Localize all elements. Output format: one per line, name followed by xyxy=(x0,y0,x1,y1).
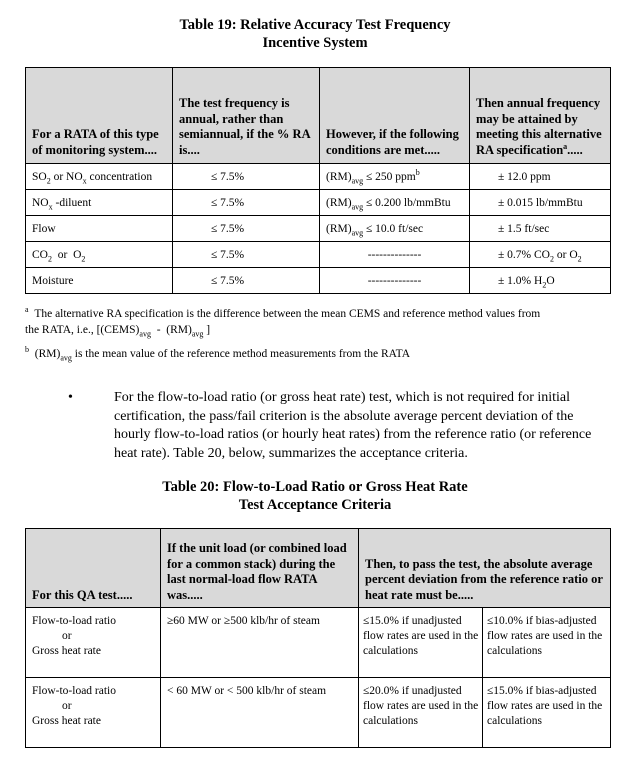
body-paragraph: For the flow-to-load ratio (or gross heat rate) test, which is not required for initial certification, the pass/fail criterion is the absolute average percent deviation of the hourly flow-to-load ratios (or hourly heat rates) from the reference ratio (or reference heat rate). Table 20, below, summarizes the acceptance criteria. xyxy=(114,390,592,461)
table20 xyxy=(25,528,611,748)
monitoring-type-cell: Moisture xyxy=(26,268,173,294)
table-row xyxy=(26,190,611,216)
table20-title xyxy=(0,478,630,514)
table19-header-alt-spec-text: Then annual frequency may be attained by meeting this alternative RA specification xyxy=(476,96,602,157)
unadjusted-criterion-cell: ≤15.0% if unadjusted flow rates are used in the calculations xyxy=(359,608,483,678)
condition-cell: -------------- xyxy=(320,242,470,268)
monitoring-type-cell: Flow xyxy=(26,216,173,242)
ra-threshold-cell: ≤ 7.5% xyxy=(173,216,320,242)
footnote-b: $^b$ $(RM)_{avg}$ is the mean value of the reference method measurements from the RATA xyxy=(25,345,411,363)
table19-header-row xyxy=(26,68,611,164)
monitoring-type-cell: $SO_2$ or $NO_x$ concentration xyxy=(26,164,173,190)
alt-spec-cell: ± 0.7% $CO_2$ or $O_2$ xyxy=(470,242,611,268)
qa-test-cell: Flow-to-load ratio or Gross heat rate xyxy=(26,608,161,678)
alt-spec-cell: ± 12.0 ppm xyxy=(470,164,611,190)
table19-header-conditions: However, if the following conditions are met..... xyxy=(320,68,470,164)
unit-load-cell: ≥60 MW or ≥500 klb/hr of steam xyxy=(161,608,359,678)
table20-title-line2: Test Acceptance Criteria xyxy=(238,497,392,513)
bias-adjusted-criterion-cell: ≤10.0% if bias-adjusted flow rates are used in the calculations xyxy=(483,608,611,678)
table20-title-line1: Table 20: Flow-to-Load Ratio or Gross Heat Rate xyxy=(162,479,468,495)
table20-header-deviation: Then, to pass the test, the absolute average percent deviation from the reference ratio or heat rate must be..... xyxy=(359,529,611,608)
table20-header-qa-test: For this QA test..... xyxy=(26,529,161,608)
unit-load-cell: < 60 MW or < 500 klb/hr of steam xyxy=(161,678,359,748)
footnote-a-ref: a xyxy=(563,141,568,151)
condition-cell: $(RM)_{avg} \le 0.200$ lb/mmBtu xyxy=(320,190,470,216)
table-row xyxy=(26,268,611,294)
table19-title xyxy=(0,16,630,52)
footnote-a xyxy=(25,306,610,338)
footnote-b-mark: b xyxy=(25,345,29,355)
table19 xyxy=(25,67,611,294)
bias-adjusted-criterion-cell: ≤15.0% if bias-adjusted flow rates are used in the calculations xyxy=(483,678,611,748)
table19-title-line2: Incentive System xyxy=(262,35,368,51)
condition-cell: $(RM)_{avg} \le 250$ ppm$^b$ xyxy=(320,164,470,190)
ra-threshold-cell: ≤ 7.5% xyxy=(173,164,320,190)
condition-cell: $(RM)_{avg} \le 10.0$ ft/sec xyxy=(320,216,470,242)
footnote-a-line1: The alternative RA specification is the difference between the mean CEMS and reference method values from xyxy=(34,308,541,320)
bullet-marker: • xyxy=(68,390,73,405)
table20-header-unit-load: If the unit load (or combined load for a common stack) during the last normal-load flow RATA was..... xyxy=(161,529,359,608)
monitoring-type-cell: $CO_2$ or $O_2$ xyxy=(26,242,173,268)
footnote-a-line2: the RATA, i.e., [$(CEMS)_{avg} - (RM)_{avg}$ ] xyxy=(25,324,211,339)
alt-spec-cell: ± 1.5 ft/sec xyxy=(470,216,611,242)
ra-threshold-cell: ≤ 7.5% xyxy=(173,242,320,268)
table-row xyxy=(26,216,611,242)
table20-header-row xyxy=(26,529,611,608)
footnote-a-mark: a xyxy=(25,305,29,315)
table-row xyxy=(26,608,611,678)
table19-header-monitoring-type: For a RATA of this type of monitoring system.... xyxy=(26,68,173,164)
table-row xyxy=(26,164,611,190)
table19-header-ra-threshold: The test frequency is annual, rather than semiannual, if the % RA is.... xyxy=(173,68,320,164)
monitoring-type-cell: $NO_x$ -diluent xyxy=(26,190,173,216)
table19-title-line1: Table 19: Relative Accuracy Test Frequency xyxy=(179,17,451,33)
qa-test-cell: Flow-to-load ratio or Gross heat rate xyxy=(26,678,161,748)
condition-cell: -------------- xyxy=(320,268,470,294)
alt-spec-cell: ± 1.0% $H_2O$ xyxy=(470,268,611,294)
table19-header-alt-spec: Then annual frequency may be attained by meeting this alternative RA specification$^a$..... xyxy=(470,68,611,164)
table-row xyxy=(26,678,611,748)
ra-threshold-cell: ≤ 7.5% xyxy=(173,268,320,294)
alt-spec-cell: ± 0.015 lb/mmBtu xyxy=(470,190,611,216)
table-row xyxy=(26,242,611,268)
ra-threshold-cell: ≤ 7.5% xyxy=(173,190,320,216)
unadjusted-criterion-cell: ≤20.0% if unadjusted flow rates are used in the calculations xyxy=(359,678,483,748)
